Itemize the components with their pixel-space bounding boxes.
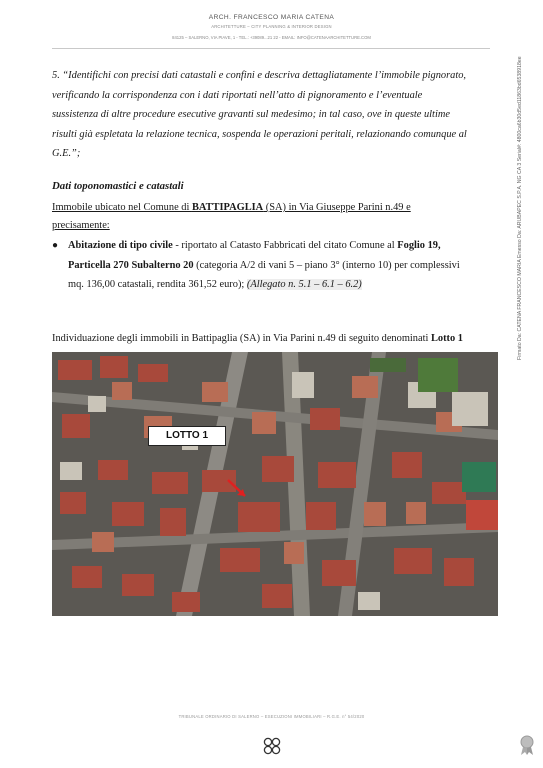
caption-text: Individuazione degli immobili in Battipaglia (SA) in Via Parini n.49 di seguito denominati: [52, 333, 431, 344]
architect-name: ARCH. FRANCESCO MARIA CATENA: [208, 14, 335, 21]
caption-lotto: Lotto 1: [430, 333, 464, 344]
bullet-text: mq. 136,00 catastali, rendita 361,52 euro);: [68, 279, 247, 290]
allegato-reference: (Allegato n. 5.1 – 6.1 – 6.2): [246, 279, 362, 290]
city-name: BATTIPAGLIA: [191, 202, 264, 213]
intro-text: (SA) in Via Giuseppe Parini n.49 e: [263, 202, 411, 213]
cadastral-bullet: [52, 236, 492, 295]
quote-line: G.E.”;: [52, 148, 81, 160]
quote-line: 5. “Identifichi con precisi dati catastali e confini e descriva dettagliatamente l’immobile pignorato,: [52, 70, 467, 81]
lotto-label: LOTTO 1: [148, 426, 226, 446]
architect-specialties: ARCHITETTURE – CITY PLANNING & INTERIOR DESIGN: [211, 24, 332, 29]
quote-line: verificando la corrispondenza con i dati riportati nell’atto di pignoramento e l’eventuale: [52, 89, 423, 101]
aerial-photo: [52, 352, 498, 616]
seal-icon: [518, 734, 536, 761]
foglio: Foglio 19,: [397, 240, 441, 251]
bullet-text: - riportato al Catasto Fabbricati del citato Comune al: [172, 240, 398, 251]
letterhead: [0, 14, 543, 40]
intro-text: Immobile ubicato nel Comune di: [52, 202, 192, 213]
property-type: Abitazione di tipo civile: [68, 240, 173, 251]
particella: Particella 270 Subalterno 20: [68, 259, 194, 271]
intro-text: precisamente:: [52, 219, 110, 231]
question-quote: [52, 66, 492, 164]
quote-line: risulti già espletata la relazione tecnica, sospenda le operazioni peritali, relazionando comunque al: [52, 128, 467, 140]
quote-line: sussistenza di altre procedure esecutive gravanti sul medesimo; in tal caso, ove in queste ultime: [52, 109, 450, 121]
header-divider: [52, 48, 490, 49]
aerial-map-image: [52, 352, 498, 616]
property-location: [52, 199, 492, 234]
bullet-dot: ●: [52, 240, 59, 251]
architect-address: 84125 – SALERNO, VIA PIAVE, 1 - TEL.: +39089...21 22 - EMAIL: INFO@CATENAARCHITETTURE.COM: [172, 35, 371, 40]
signature-text: Firmato Da: CATENA FRANCESCO MARIA Emesso Da: ARUBAPEC S.P.A. NG CA 3 Serial#: 4800ca6b30d5ed11863bd6538918ee: [517, 56, 523, 360]
page-footer: TRIBUNALE ORDINARIO DI SALERNO – ESECUZIONI IMMOBILIARI – R.G.E. n° 54/2020: [178, 714, 365, 719]
studio-logo-icon: [262, 736, 282, 761]
bullet-text: (categoria A/2 di vani 5 – piano 3° (interno 10) per complessivi: [193, 259, 460, 271]
section-title: Dati toponomastici e catastali: [52, 180, 184, 192]
map-caption: [52, 333, 497, 344]
